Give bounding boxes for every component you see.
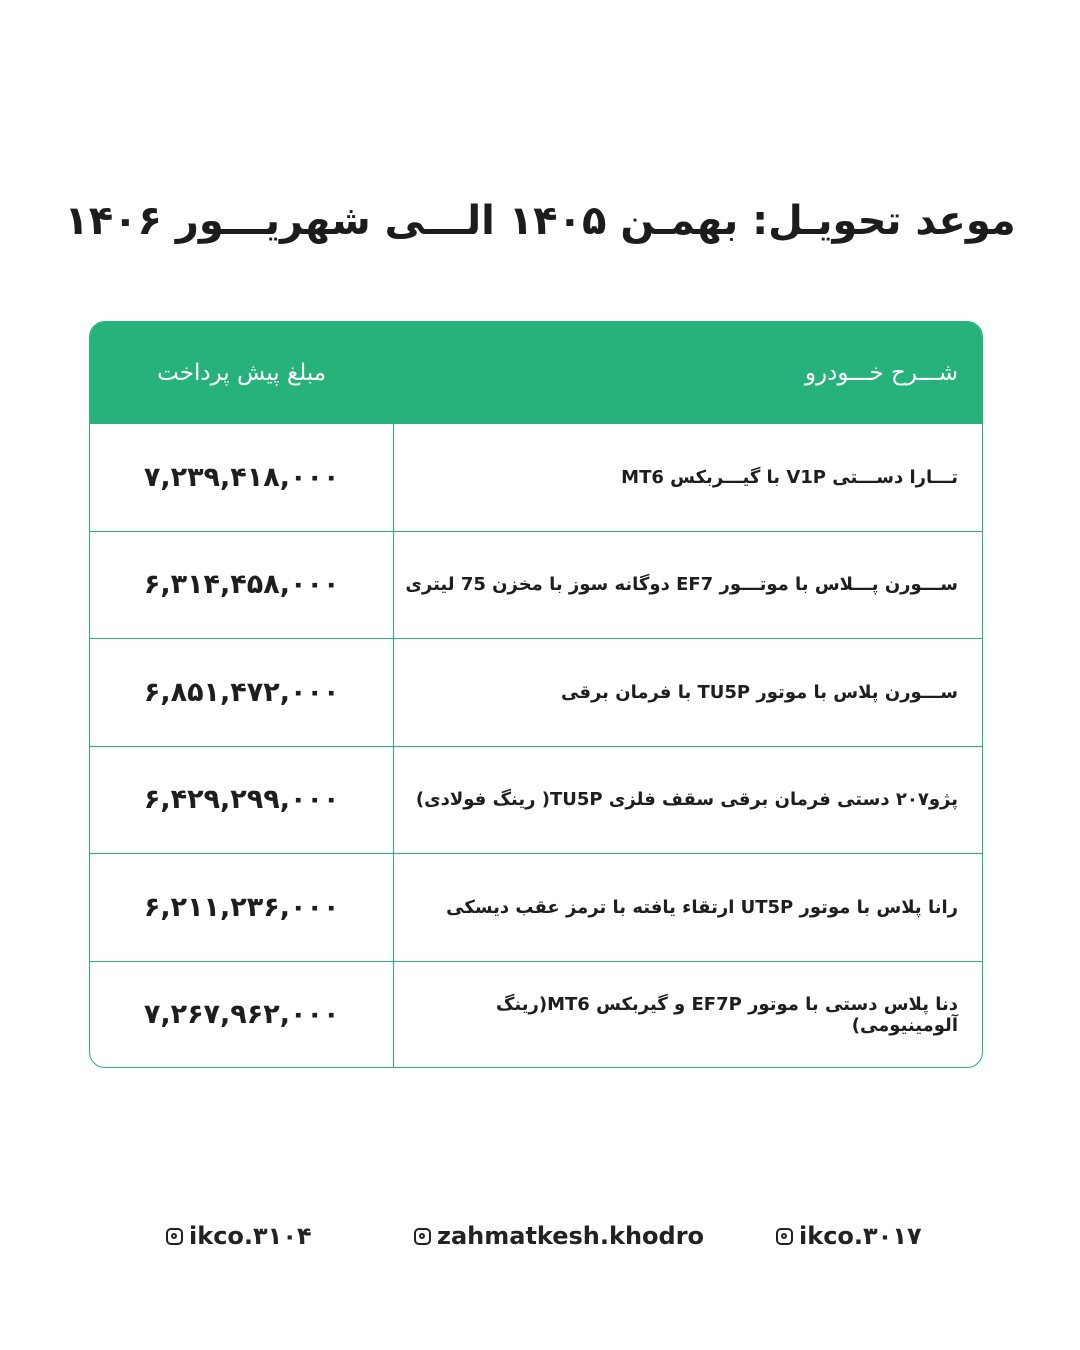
page-title: موعد تحویـل: بهمـن ۱۴۰۵ الـــی شهریـــور ۱۴۰۶ [64,198,1016,244]
table-header [90,322,982,423]
header-description: شـــرح خـــودرو [804,359,958,386]
row-amount: ۶,۴۲۹,۲۹۹,۰۰۰ [143,784,340,816]
row-amount: ۶,۲۱۱,۲۳۶,۰۰۰ [143,891,340,923]
row-description: تـــارا دســـتی V1P با گیـــربکس MT6 [393,424,982,531]
row-description: ســـورن پلاس با موتور TU5P با فرمان برقی [393,639,982,746]
row-amount: ۷,۲۶۷,۹۶۲,۰۰۰ [143,999,340,1031]
instagram-handle-1[interactable] [166,1222,312,1250]
row-description: پژو۲۰۷ دستی فرمان برقی سقف فلزی TU5P( رینگ فولادی) [393,747,982,854]
instagram-handle-2[interactable] [414,1222,704,1250]
row-amount: ۶,۸۵۱,۴۷۲,۰۰۰ [143,676,340,708]
row-amount: ۶,۳۱۴,۴۵۸,۰۰۰ [143,569,340,601]
instagram-icon [414,1228,431,1245]
handle-text: ikco.۳۱۰۴ [189,1222,312,1250]
table-row [90,746,982,854]
row-amount: ۷,۲۳۹,۴۱۸,۰۰۰ [143,461,340,493]
instagram-icon [776,1228,793,1245]
row-description: دنا پلاس دستی با موتور EF7P و گیربکس MT6(رینگ آلومینیومی) [393,962,982,1069]
table-row [90,853,982,961]
handle-text: zahmatkesh.khodro [437,1222,705,1250]
header-amount: مبلغ پیش پرداخت [157,359,327,386]
handle-text: ikco.۳۰۱۷ [799,1222,922,1250]
table-row [90,961,982,1069]
row-description: رانا پلاس با موتور UT5P ارتقاء یافته با ترمز عقب دیسکی [393,854,982,961]
footer [0,1222,1080,1262]
table-row [90,531,982,639]
row-description: ســـورن پـــلاس با موتـــور EF7 دوگانه سوز با مخزن 75 لیتری [393,532,982,639]
table-row [90,638,982,746]
instagram-icon [166,1228,183,1245]
table-row [90,423,982,531]
price-table [89,321,983,1068]
instagram-handle-3[interactable] [776,1222,922,1250]
